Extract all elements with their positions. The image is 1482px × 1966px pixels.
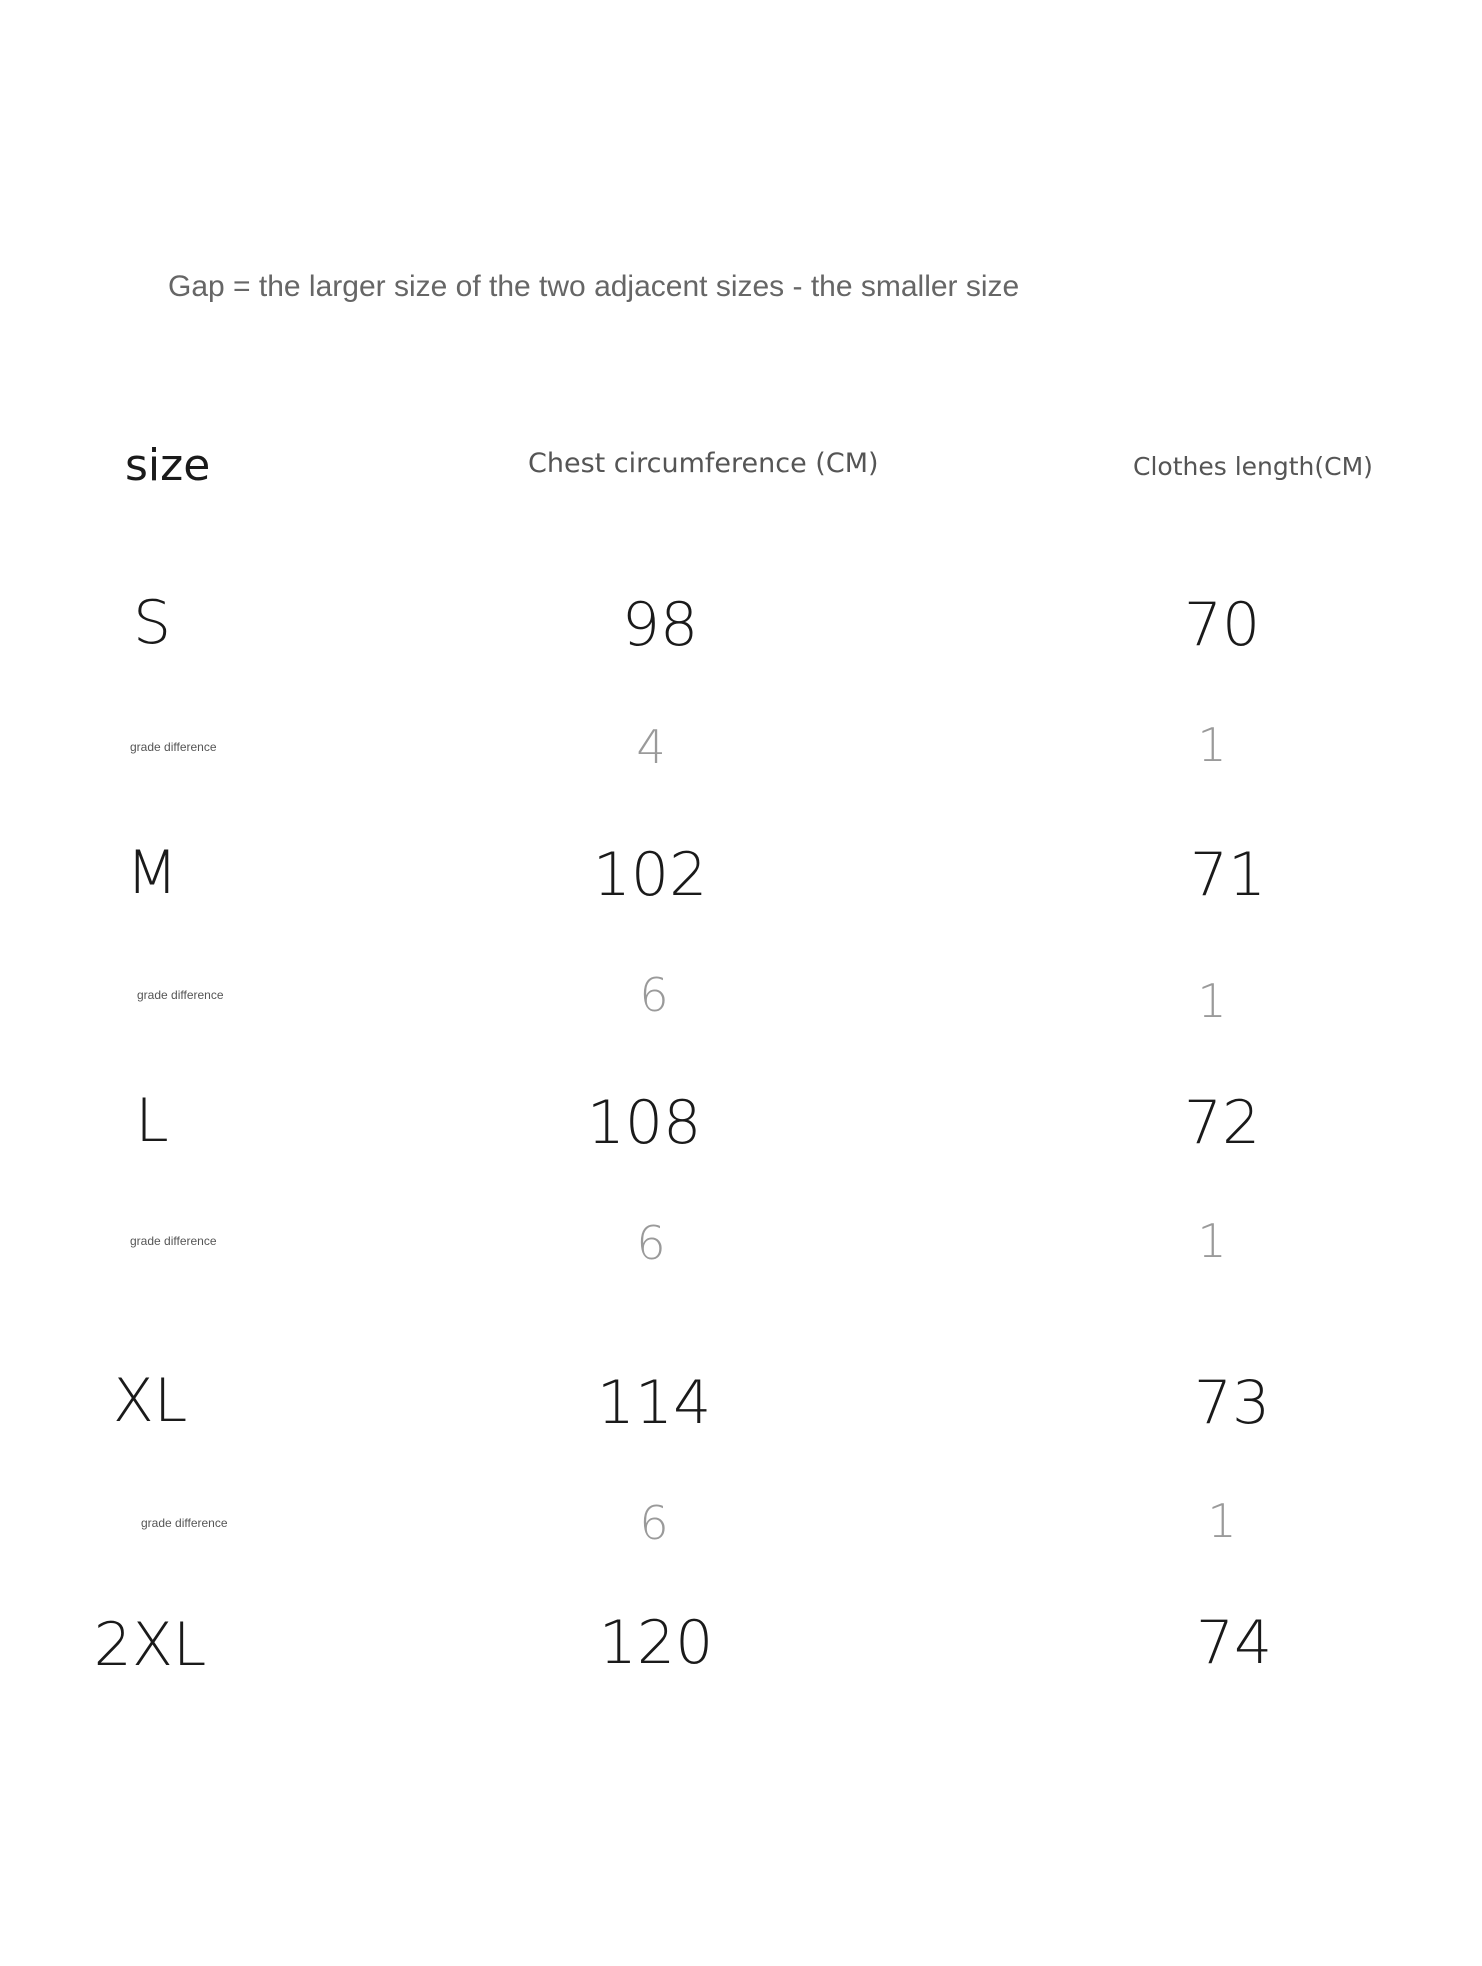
length-value-xl: 73 — [1193, 1368, 1271, 1438]
length-value-m: 71 — [1189, 840, 1267, 910]
length-gap-value: 1 — [1197, 718, 1227, 772]
grade-difference-label: grade difference — [130, 740, 217, 754]
length-gap-value: 1 — [1207, 1494, 1237, 1548]
size-label-l: L — [135, 1086, 169, 1156]
chest-value-s: 98 — [621, 590, 699, 660]
length-gap-value: 1 — [1197, 974, 1227, 1028]
grade-difference-label: grade difference — [137, 988, 224, 1002]
size-label-s: S — [132, 588, 172, 658]
grade-difference-label: grade difference — [141, 1516, 228, 1530]
header-chest-circumference: Chest circumference (CM) — [528, 448, 879, 479]
grade-difference-label: grade difference — [130, 1234, 217, 1248]
chest-value-2xl: 120 — [598, 1608, 714, 1678]
length-gap-value: 1 — [1197, 1214, 1227, 1268]
header-clothes-length: Clothes length(CM) — [1133, 452, 1373, 481]
chest-gap-value: 4 — [636, 720, 666, 774]
chest-gap-value: 6 — [636, 1216, 666, 1270]
size-label-m: M — [126, 838, 178, 908]
length-value-2xl: 74 — [1195, 1608, 1273, 1678]
chest-value-l: 108 — [586, 1088, 702, 1158]
length-value-l: 72 — [1183, 1088, 1261, 1158]
chest-value-m: 102 — [592, 840, 708, 910]
length-value-s: 70 — [1183, 590, 1261, 660]
header-size: size — [125, 440, 211, 491]
size-label-xl: XL — [112, 1366, 188, 1436]
chest-gap-value: 6 — [639, 968, 669, 1022]
chest-value-xl: 114 — [596, 1368, 712, 1438]
size-label-2xl: 2XL — [93, 1610, 207, 1680]
chest-gap-value: 6 — [639, 1496, 669, 1550]
gap-definition-note: Gap = the larger size of the two adjacent sizes - the smaller size — [168, 270, 1020, 303]
